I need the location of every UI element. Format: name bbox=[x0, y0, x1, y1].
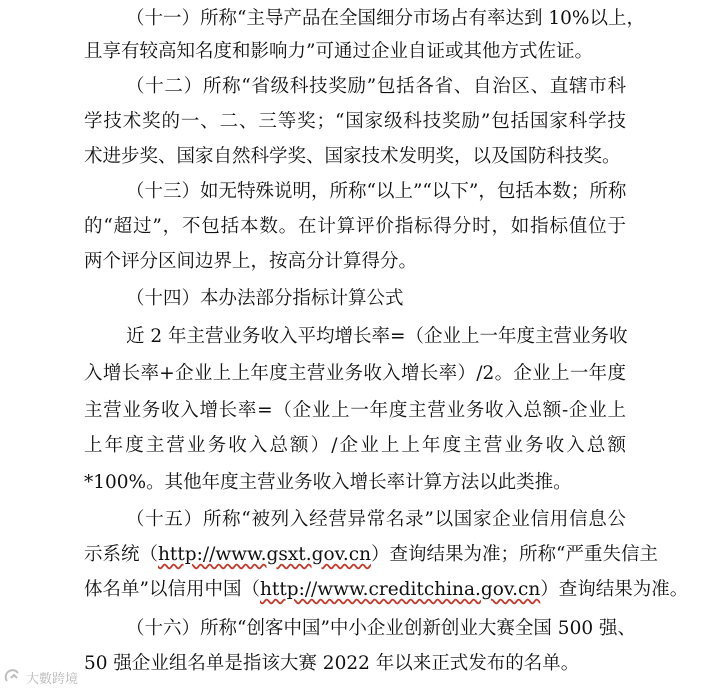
text-line: 术进步奖、国家自然科学奖、国家技术发明奖，以及国防科技奖。 bbox=[84, 146, 621, 167]
text-line: （十二）所称“省级科技奖励”包括各省、自治区、直辖市科 bbox=[126, 76, 626, 97]
text-line: 体名单”以信用中国（http://www.creditchina.gov.cn）查询结果为准。 bbox=[84, 579, 689, 600]
text-line: （十五）所称“被列入经营异常名录”以国家企业信用信息公 bbox=[126, 509, 626, 530]
text-line: 近 2 年主营业务收入平均增长率=（企业上一年度主营业务收 bbox=[126, 326, 628, 347]
text-line: 的“超过”，不包括本数。在计算评价指标得分时，如指标值位于 bbox=[84, 216, 626, 237]
text-line: 主营业务收入增长率=（企业上一年度主营业务收入总额-企业上 bbox=[84, 400, 626, 421]
text-line: 示系统（http://www.gsxt.gov.cn）查询结果为准；所称“严重失信主 bbox=[84, 544, 658, 565]
text-line: 且享有较高知名度和影响力”可通过企业自证或其他方式佐证。 bbox=[84, 41, 593, 62]
text-line: （十三）如无特殊说明，所称“以上”“以下”，包括本数；所称 bbox=[126, 181, 627, 202]
text-line: *100%。其他年度主营业务收入增长率计算方法以此类推。 bbox=[84, 472, 572, 493]
text-line: 入增长率+企业上上年度主营业务收入增长率）/2。企业上一年度 bbox=[84, 363, 626, 384]
watermark bbox=[4, 666, 78, 688]
brand-logo-icon bbox=[4, 668, 22, 686]
url-text: http://www.gsxt.gov.cn bbox=[158, 544, 372, 565]
watermark-text: 大數跨境 bbox=[26, 671, 79, 687]
text-line: 学技术奖的一、二、三等奖；“国家级科技奖励”包括国家科学技 bbox=[84, 111, 626, 132]
section-heading: （十四）本办法部分指标计算公式 bbox=[126, 288, 404, 309]
text-line: 上年度主营业务收入总额）/企业上上年度主营业务收入总额 bbox=[84, 435, 626, 456]
text-line: （十一）所称“主导产品在全国细分市场占有率达到 10%以上， bbox=[126, 8, 645, 29]
text-line: 两个评分区间边界上，按高分计算得分。 bbox=[84, 251, 418, 272]
text-line: 50 强企业组名单是指该大赛 2022 年以来正式发布的名单。 bbox=[84, 653, 580, 674]
url-text: http://www.creditchina.gov.cn bbox=[259, 579, 541, 600]
text-line: （十六）所称“创客中国”中小企业创新创业大赛全国 500 强、 bbox=[126, 618, 636, 639]
